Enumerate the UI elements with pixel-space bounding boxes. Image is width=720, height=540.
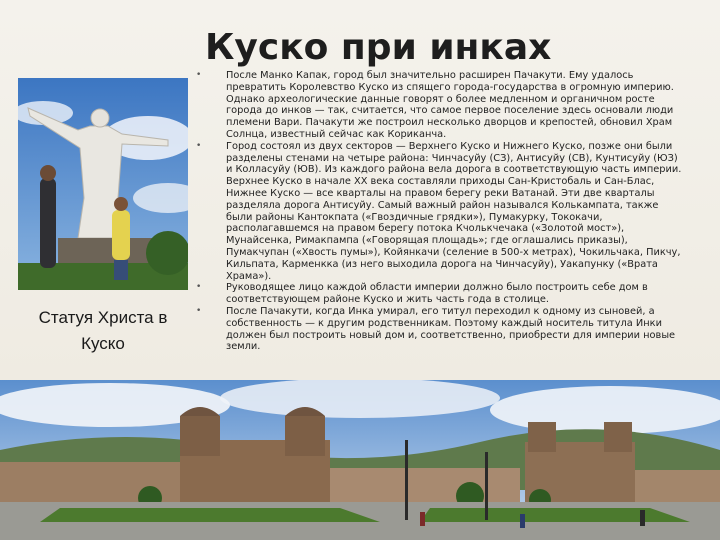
paragraph-text: Город состоял из двух секторов — Верхнего Куско и Нижнего Куско, позже они были разделены стенами на четыре района: Чинчасуйу (СЗ), Антисуйу (СВ), Кунтисуйу (ЮЗ) и Колласуйу (ЮВ). Из каждого района вела дорога в соответствующую часть империи. Верхнее Куско в начале XX века составляли приходы Сан-Кристобаль и Сан-Блас, Нижнее Куско — все кварталы на правом берегу реки Ватанай. Эти две кварталы разделяла дорога Антисуйу. Самый важный район назывался Колькампата, также были районы Кантокпата («Гвоздичные грядки»), Пумакурку, Тококачи, располагавшемся на правом берегу потока Кчолькчечака («Золотой мост»), Мунайсенка, Римакпампа («Говорящая площадь»; где оглашались приказы), Пумакчупан («Хвость пумы»), Койянкачи (селение в 500-х метрах), Чокильчака, Пикчу, Кильпата, Карменкка (из него выходила дорога на Чинчасуйу), Уакапунку («Врата Храма»). [226, 140, 682, 282]
statue-caption: Статуя Христа в Куско [38, 308, 168, 353]
person [520, 514, 525, 528]
cathedral-tower [285, 416, 325, 456]
lamp-post [405, 440, 408, 520]
bullet-item [196, 306, 686, 353]
bullet-marker: • [196, 70, 202, 80]
cathedral-tower [180, 416, 220, 456]
tree [146, 231, 188, 275]
church-tower [604, 422, 632, 452]
lawn [40, 508, 380, 522]
statue-head [91, 109, 109, 127]
tourist-left [40, 178, 56, 268]
church-tower [528, 422, 556, 452]
bullet-marker: • [196, 140, 202, 151]
plaza-buildings [330, 468, 520, 504]
lawn [420, 508, 690, 522]
bullet-item [196, 282, 686, 306]
christ-statue-photo [18, 78, 188, 290]
tourist-right [112, 210, 130, 260]
christ-statue-illustration [18, 78, 188, 290]
bullet-list [196, 70, 686, 374]
bullet-item [196, 141, 686, 283]
right-buildings [635, 470, 720, 504]
person [640, 510, 645, 526]
bullet-item [196, 70, 686, 141]
paragraph-text: Руководящее лицо каждой области империи должно было построить себе дом в соответствующем районе Куско и жить часть года в столице. [226, 282, 648, 306]
bullet-marker: • [196, 305, 202, 316]
slide-title: Куско при инках [205, 27, 552, 68]
lamp-post [485, 452, 488, 520]
bullet-marker: • [196, 282, 202, 293]
paragraph-text: После Манко Капак, город был значительно расширен Пачакути. Ему удалось превратить Королевство Куско из спящего города-государства в огромную империю. Однако археологические данные говорят о более медленном и органичном росте города до инков — так, считается, что самое первое поселение здесь основали люди племени Вари. Пачакути же построил несколько дворцов и крепостей, обновил Храм Солнца, известный сейчас как Кориканча. [226, 70, 674, 140]
plaza-panorama-illustration [0, 380, 720, 540]
plaza-panorama-photo [0, 380, 720, 540]
paragraph-text: После Пачакути, когда Инка умирал, его титул переходил к одному из сыновей, а собственность — к другим родственникам. Поэтому каждый носитель титула Инки должен был построить новый дом и, соответственно, приобрести для империи новые земли. [226, 305, 676, 353]
person [420, 512, 425, 526]
